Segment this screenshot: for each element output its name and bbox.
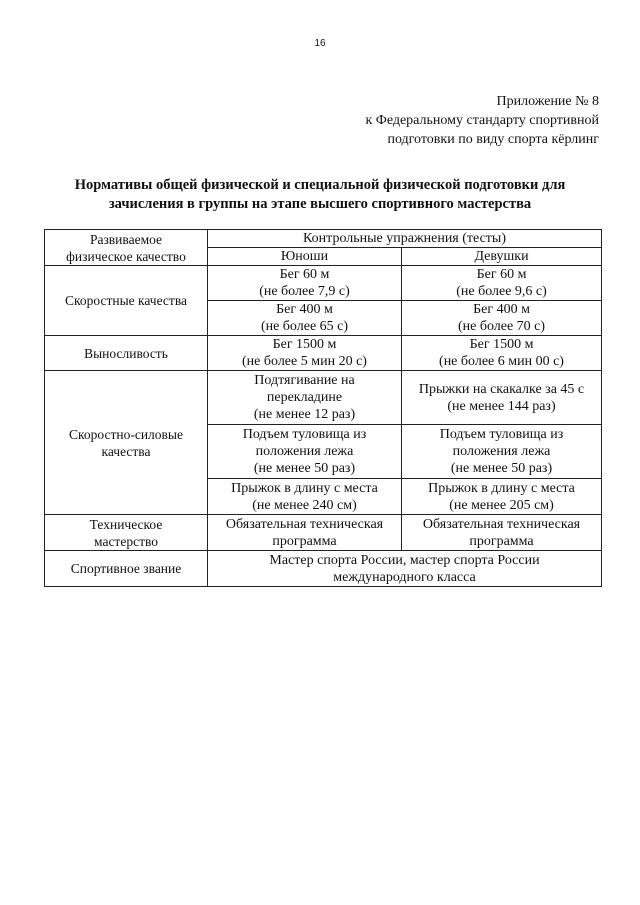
girls-run1500-cell	[402, 336, 602, 371]
cell-line: (не менее 205 см)	[449, 497, 554, 513]
cell-line: положения лежа	[255, 444, 354, 459]
cell-line: Прыжок в длину с места	[231, 480, 378, 496]
cell-line: мастерство	[94, 533, 158, 549]
cell-line: перекладине	[266, 390, 343, 405]
girls-situp-cell	[402, 425, 602, 479]
cell-line: (не менее 144 раз)	[447, 398, 556, 414]
table-row	[45, 336, 602, 371]
cell-line: Прыжок в длину с места	[428, 480, 575, 496]
cell-line: Прыжки на скакалке за 45 с	[418, 381, 585, 397]
boys-run60-cell	[208, 266, 402, 301]
cell-line: Выносливость	[84, 345, 168, 361]
header-boys-cell: Юноши	[208, 248, 402, 266]
quality-rank-cell	[45, 551, 208, 587]
cell-line: (не более 6 мин 00 с)	[439, 354, 564, 369]
table-row	[45, 551, 602, 587]
page-number: 16	[314, 38, 326, 49]
cell-line: Бег 400 м	[473, 302, 530, 317]
cell-line: (не более 7,9 с)	[259, 284, 350, 299]
appendix-line: к Федеральному стандарту спортивной	[365, 113, 599, 128]
quality-endurance-cell	[45, 336, 208, 371]
appendix-line: подготовки по виду спорта кёрлинг	[387, 132, 599, 147]
cell-line: Бег 60 м	[279, 267, 330, 282]
boys-technical-cell	[208, 515, 402, 551]
cell-line: (не более 9,6 с)	[456, 284, 547, 299]
boys-pullup-cell	[208, 371, 402, 425]
cell-line: Скоростно-силовые	[69, 426, 183, 442]
cell-line: качества	[101, 443, 151, 459]
cell-line: Спортивное звание	[70, 561, 182, 576]
rank-value-cell	[208, 551, 602, 587]
cell-line: (не более 65 с)	[260, 319, 349, 334]
girls-rope-jump-cell	[402, 371, 602, 425]
cell-line: положения лежа	[452, 444, 551, 459]
cell-line: Мастер спорта России, мастер спорта России	[269, 552, 540, 568]
cell-line: Бег 400 м	[276, 302, 333, 317]
cell-line: Бег 1500 м	[469, 337, 534, 352]
girls-longjump-cell	[402, 479, 602, 515]
boys-longjump-cell	[208, 479, 402, 515]
cell-line: (не менее 50 раз)	[253, 461, 356, 476]
cell-line: (не более 70 с)	[457, 319, 546, 334]
quality-technical-cell	[45, 515, 208, 551]
cell-line: (не более 5 мин 20 с)	[242, 354, 367, 369]
cell-line: (не менее 240 см)	[252, 497, 357, 513]
cell-line: (не менее 50 раз)	[450, 461, 553, 476]
standards-table	[44, 229, 602, 587]
header-girls-cell: Девушки	[402, 248, 602, 266]
cell-line: Бег 60 м	[476, 267, 527, 282]
header-quality-cell	[45, 230, 208, 266]
cell-line: Скоростные качества	[64, 293, 188, 308]
title-line: Нормативы общей физической и специальной физической подготовки для	[74, 177, 566, 193]
cell-line: физическое качество	[66, 248, 186, 264]
cell-line: Подтягивание на	[254, 373, 355, 388]
cell-line: Подъем туловища из	[439, 427, 564, 442]
appendix-line: Приложение № 8	[496, 94, 599, 109]
quality-speed-cell	[45, 266, 208, 336]
title-line: зачисления в группы на этапе высшего спортивного мастерства	[108, 196, 532, 212]
table-row	[45, 266, 602, 301]
cell-line: Развиваемое	[89, 231, 163, 247]
boys-run1500-cell	[208, 336, 402, 371]
document-title	[40, 176, 600, 214]
table-header-row	[45, 230, 602, 248]
table-row	[45, 515, 602, 551]
cell-line: (не менее 12 раз)	[253, 407, 356, 422]
header-control-tests-cell: Контрольные упражнения (тесты)	[208, 230, 602, 248]
boys-situp-cell	[208, 425, 402, 479]
cell-line: Подъем туловища из	[242, 427, 367, 442]
cell-line: Обязательная техническая	[225, 516, 384, 532]
boys-run400-cell	[208, 301, 402, 336]
quality-speed-strength-cell	[45, 371, 208, 515]
girls-run400-cell	[402, 301, 602, 336]
appendix-note	[365, 92, 599, 149]
cell-line: Обязательная техническая	[422, 516, 581, 532]
cell-line: программа	[469, 533, 534, 549]
girls-technical-cell	[402, 515, 602, 551]
cell-line: программа	[272, 533, 337, 549]
table-row	[45, 371, 602, 425]
girls-run60-cell	[402, 266, 602, 301]
cell-line: Техническое	[89, 516, 163, 532]
cell-line: Бег 1500 м	[272, 337, 337, 352]
cell-line: международного класса	[333, 569, 476, 585]
